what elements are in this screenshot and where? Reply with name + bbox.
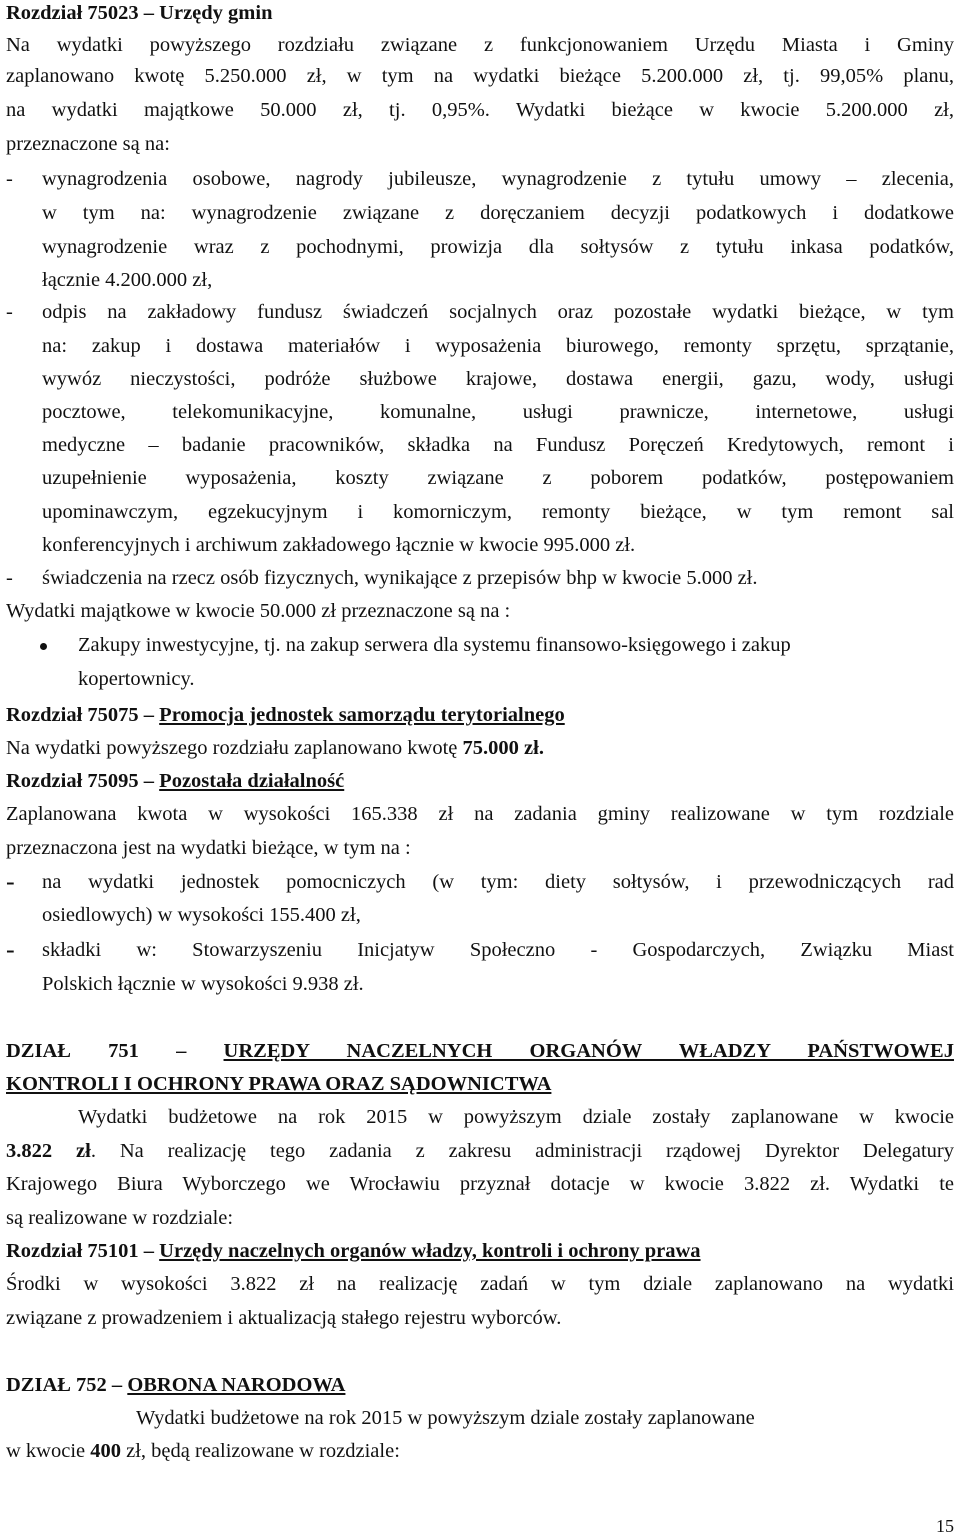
section-heading-75023: Rozdział 75023 – Urzędy gmin xyxy=(6,2,273,24)
list-dash: - xyxy=(6,168,13,190)
list-item-line: medyczne – badanie pracowników, składka na Fundusz Poręczeń Kredytowych, remont i xyxy=(42,434,954,456)
list-item-line: Polskich łącznie w wysokości 9.938 zł. xyxy=(42,973,364,995)
heading-title: Urzędy naczelnych organów władzy, kontroli i ochrony prawa xyxy=(159,1240,701,1262)
list-item-line: wynagrodzenia osobowe, nagrody jubileusze, wynagrodzenie z tytułu umowy – zlecenia, xyxy=(42,168,954,190)
paragraph-line: są realizowane w rozdziale: xyxy=(6,1207,234,1229)
list-item-line: uzupełnienie wyposażenia, koszty związane z poborem podatków, postępowaniem xyxy=(42,467,954,489)
paragraph-line: przeznaczona jest na wydatki bieżące, w tym na : xyxy=(6,837,411,859)
paragraph-line: przeznaczone są na: xyxy=(6,133,170,155)
paragraph-text: zł, będą realizowane w rozdziale: xyxy=(121,1440,400,1462)
heading-title: OBRONA NARODOWA xyxy=(127,1374,346,1396)
list-item-line: konferencyjnych i archiwum zakładowego łącznie w kwocie 995.000 zł. xyxy=(42,534,636,556)
paragraph-line: na wydatki majątkowe 50.000 zł, tj. 0,95%. Wydatki bieżące w kwocie 5.200.000 zł, xyxy=(6,99,954,121)
amount-text: 3.822 zł xyxy=(6,1140,91,1162)
section-heading-75101 xyxy=(6,1238,954,1264)
list-item-line: na wydatki jednostek pomocniczych (w tym: diety sołtysów, i przewodniczących rad xyxy=(42,871,954,893)
heading-title: Pozostała działalność xyxy=(159,770,345,792)
heading-title: URZĘDY NACZELNYCH ORGANÓW WŁADZY PAŃSTWOWEJ xyxy=(223,1040,954,1062)
paragraph-line: Wydatki majątkowe w kwocie 50.000 zł przeznaczone są na : xyxy=(6,600,511,622)
list-dash: - xyxy=(6,935,15,964)
paragraph-text: . Na realizację tego zadania z zakresu administracji rządowej Dyrektor Delegatury xyxy=(90,1140,955,1162)
section-heading-75075 xyxy=(6,702,954,728)
section-heading-75095 xyxy=(6,768,954,794)
list-dash: - xyxy=(6,867,15,896)
paragraph-line: Zaplanowana kwota w wysokości 165.338 zł na zadania gminy realizowane w tym rozdziale xyxy=(6,803,954,825)
amount-text: 75.000 zł. xyxy=(462,737,544,759)
list-item-line: w tym na: wynagrodzenie związane z doręczaniem decyzji podatkowych i dodatkowe xyxy=(42,202,954,224)
list-item-line: na: zakup i dostawa materiałów i wyposażenia biurowego, remonty sprzętu, sprzątanie, xyxy=(42,335,954,357)
division-heading-752 xyxy=(6,1372,954,1398)
list-item-line: składki w: Stowarzyszeniu Inicjatyw Społeczno - Gospodarczych, Związku Miast xyxy=(42,939,954,961)
paragraph-line: Środki w wysokości 3.822 zł na realizację zadań w tym dziale zaplanowano na wydatki xyxy=(6,1273,954,1295)
heading-prefix: Rozdział 75095 – xyxy=(6,770,160,792)
list-item-line: wywóz nieczystości, podróże służbowe krajowe, dostawa energii, gazu, wody, usługi xyxy=(42,368,954,390)
list-item-line: pocztowe, telekomunikacyjne, komunalne, usługi prawnicze, internetowe, usługi xyxy=(42,401,954,423)
paragraph-line: zaplanowano kwotę 5.250.000 zł, w tym na wydatki bieżące 5.200.000 zł, tj. 99,05% planu, xyxy=(6,65,954,87)
heading-title: Promocja jednostek samorządu terytorialnego xyxy=(159,704,565,726)
list-item-line: świadczenia na rzecz osób fizycznych, wynikające z przepisów bhp w kwocie 5.000 zł. xyxy=(42,567,758,589)
heading-prefix: Rozdział 75101 – xyxy=(6,1240,160,1262)
list-item-line: odpis na zakładowy fundusz świadczeń socjalnych oraz pozostałe wydatki bieżące, w tym xyxy=(42,301,954,323)
list-item-line: wynagrodzenie wraz z pochodnymi, prowizja dla sołtysów z tytułu inkasa podatków, xyxy=(42,236,954,258)
paragraph-line: Wydatki budżetowe na rok 2015 w powyższym dziale zostały zaplanowane xyxy=(136,1407,755,1429)
paragraph-line: Krajowego Biura Wyborczego we Wrocławiu przyznał dotacje w kwocie 3.822 zł. Wydatki te xyxy=(6,1173,954,1195)
bullet-icon xyxy=(40,643,47,650)
list-dash: - xyxy=(6,301,13,323)
paragraph-line xyxy=(6,735,954,761)
list-item-line: upominawczym, egzekucyjnym i komorniczym, remonty bieżące, w tym remont sal xyxy=(42,501,954,523)
paragraph-line: związane z prowadzeniem i aktualizacją stałego rejestru wyborców. xyxy=(6,1307,562,1329)
division-heading-751 xyxy=(6,1038,954,1064)
bullet-item-line: kopertownicy. xyxy=(78,668,195,690)
division-heading-751: KONTROLI I OCHRONY PRAWA ORAZ SĄDOWNICTWA xyxy=(6,1073,552,1095)
paragraph-text: Na wydatki powyższego rozdziału zaplanowano kwotę xyxy=(6,737,463,759)
paragraph-line xyxy=(6,1438,954,1464)
paragraph-line xyxy=(6,1138,954,1164)
paragraph-line: Na wydatki powyższego rozdziału związane z funkcjonowaniem Urzędu Miasta i Gminy xyxy=(6,34,954,56)
list-dash: - xyxy=(6,567,13,589)
heading-prefix: DZIAŁ 752 – xyxy=(6,1374,128,1396)
list-item-line: osiedlowych) w wysokości 155.400 zł, xyxy=(42,904,361,926)
amount-text: 400 xyxy=(90,1440,122,1462)
heading-prefix: Rozdział 75075 – xyxy=(6,704,160,726)
paragraph-text: w kwocie xyxy=(6,1440,91,1462)
paragraph-line: Wydatki budżetowe na rok 2015 w powyższym dziale zostały zaplanowane w kwocie xyxy=(78,1106,954,1128)
heading-prefix: DZIAŁ 751 – xyxy=(6,1040,224,1062)
page-number: 15 xyxy=(936,1516,954,1536)
bullet-item-line: Zakupy inwestycyjne, tj. na zakup serwera dla systemu finansowo-księgowego i zakup xyxy=(78,634,791,656)
list-item-line: łącznie 4.200.000 zł, xyxy=(42,269,213,291)
